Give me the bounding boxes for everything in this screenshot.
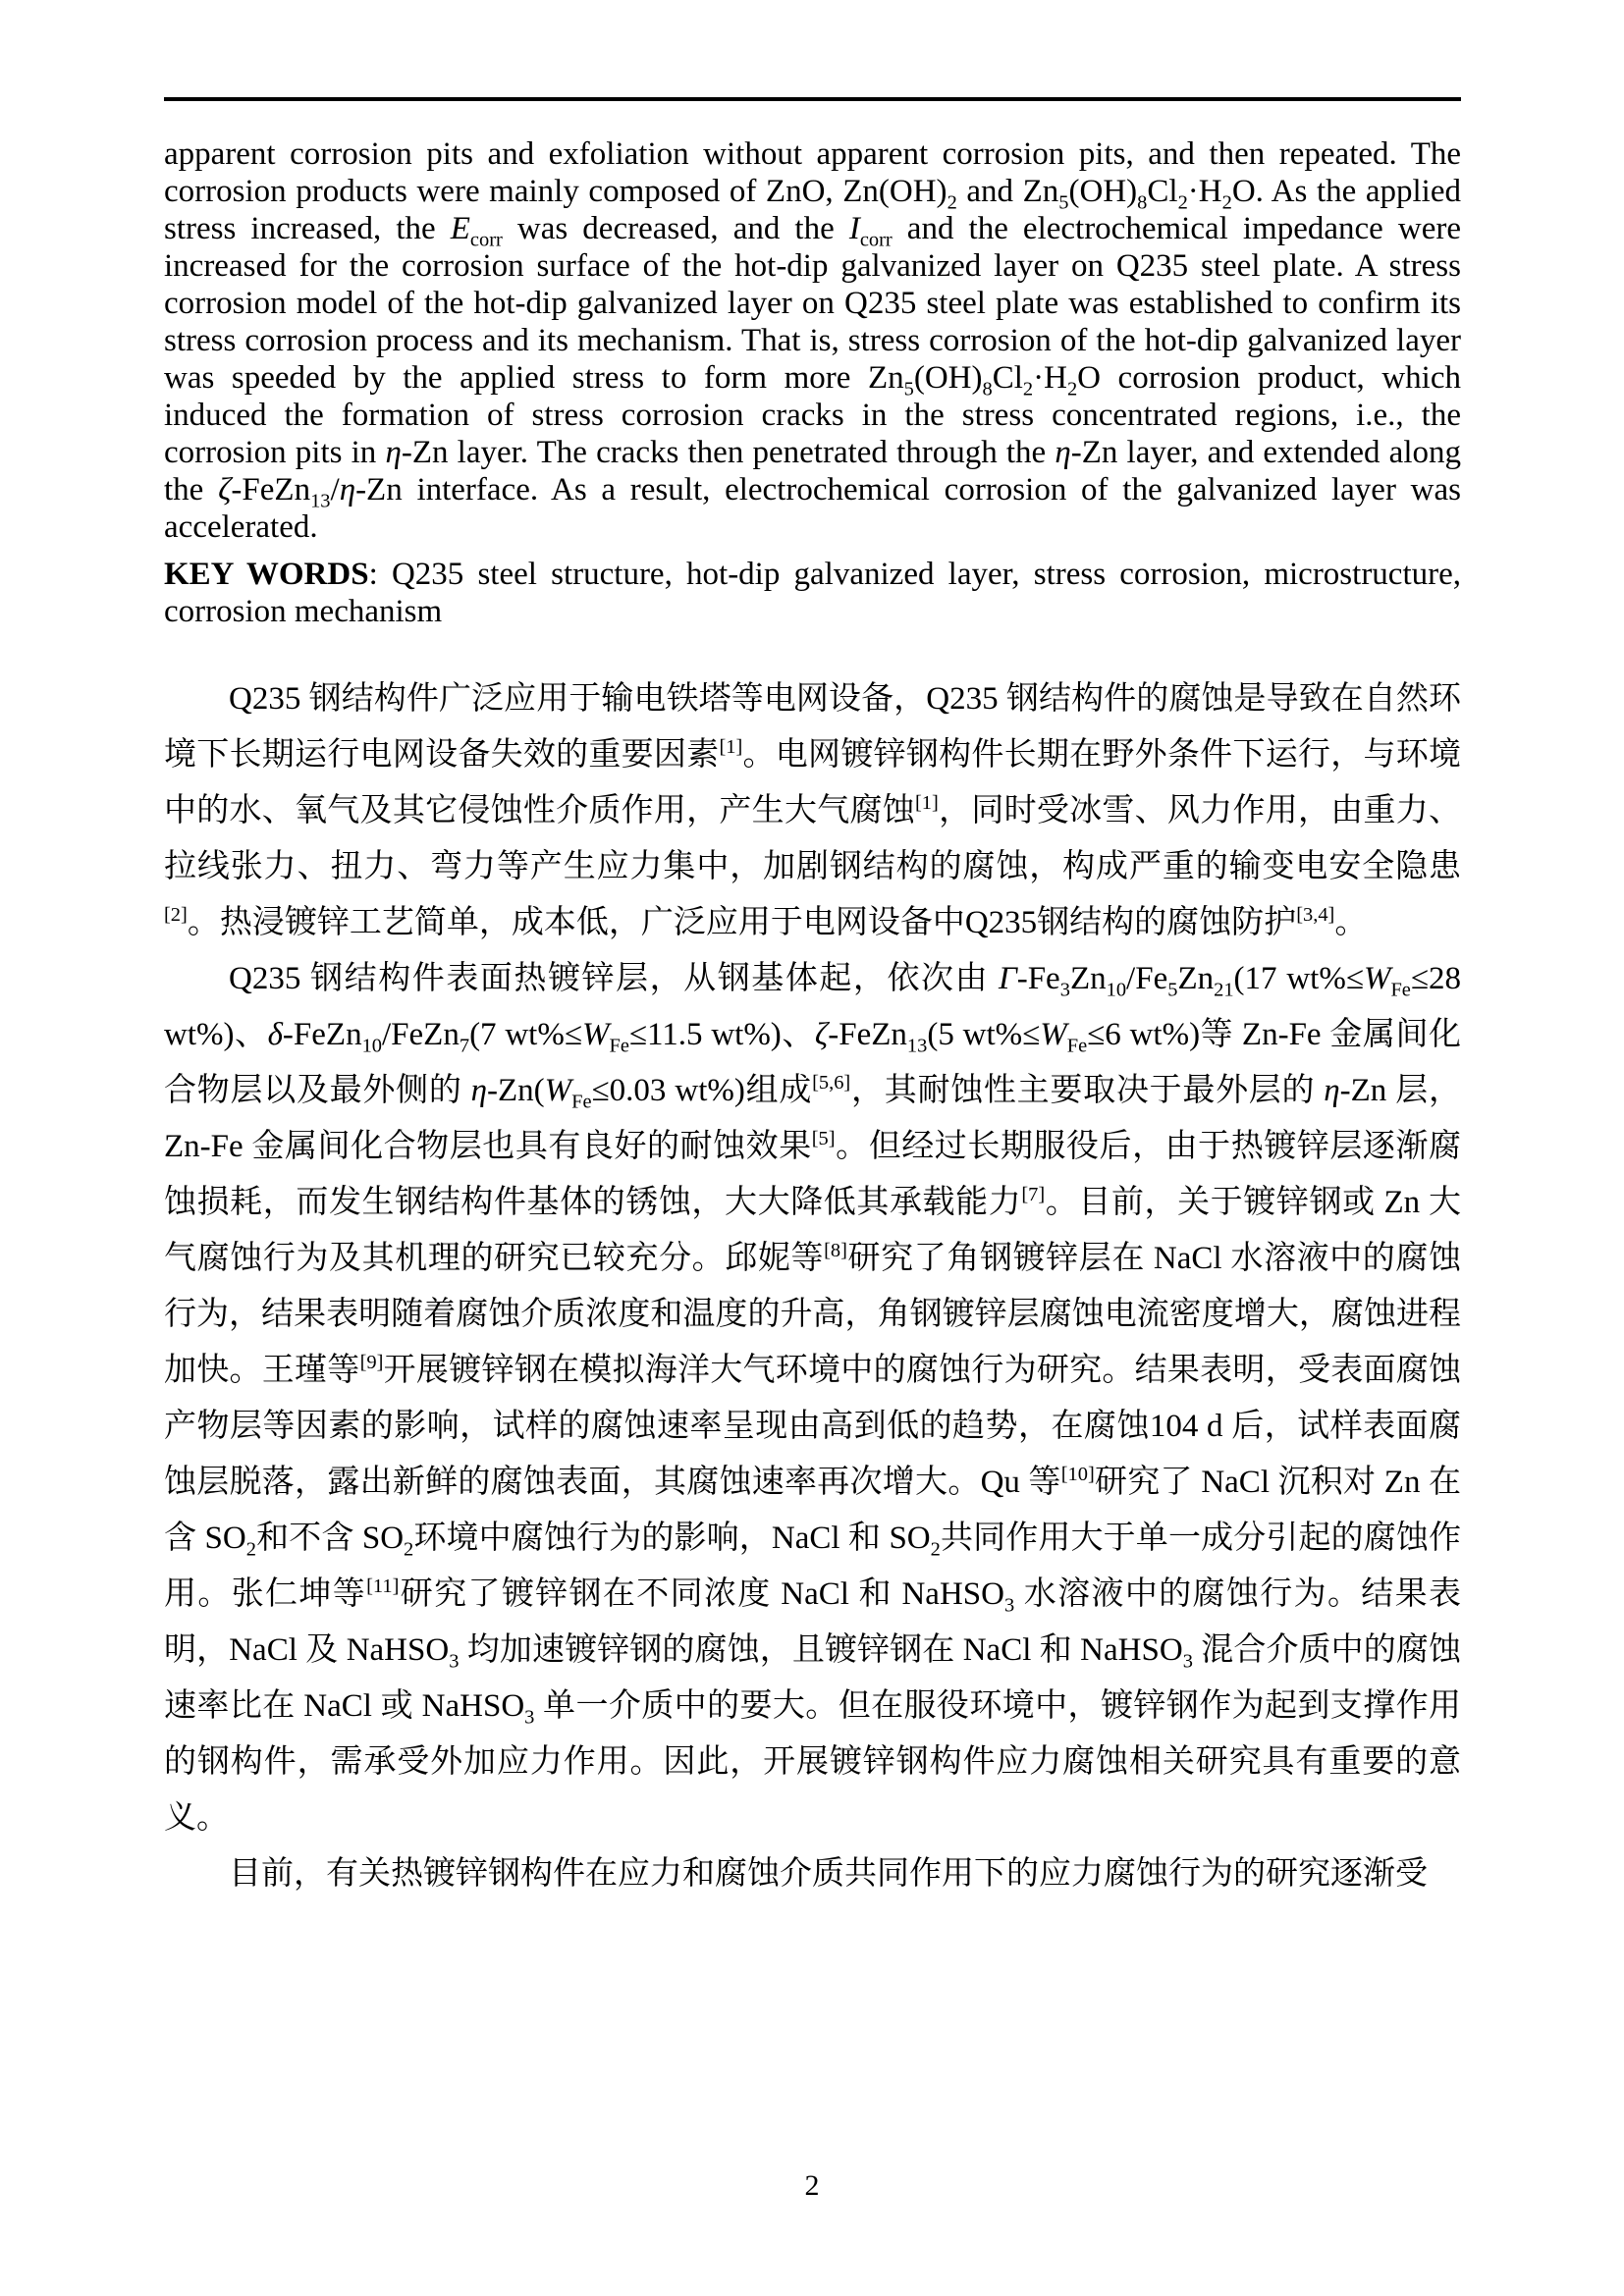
intro-paragraph-2: Q235 钢结构件表面热镀锌层，从钢基体起，依次由 $\Gamma-Fe_3Zn_{10}/Fe_5Zn_{21}(17$ $wt\%\le W_{Fe}\le 28$ wt%)、δ-FeZn$_{10}$/FeZn$_7$(7 $wt\%\le W_{Fe}\le 11.5$ wt%)、ζ-FeZn$_{13}$(5 $wt\%\le W_{Fe}\le 6$ wt%)等 Zn-Fe 金属间化合物层以及最外侧的 $\eta-Zn(W_{Fe}\le 0.03$ wt%)组成[5,6]，其耐蚀性主要取决于最外层的 η-Zn 层，Zn-Fe 金属间化合物层也具有良好的耐蚀效果[5]。但经过长期服役后，由于热镀锌层逐渐腐蚀损耗，而发生钢结构件基体的锈蚀，大大降低其承载能力[7]。目前，关于镀锌钢或 Zn 大气腐蚀行为及其机理的研究已较充分。邱妮等[8]研究了角钢镀锌层在 NaCl 水溶液中的腐蚀行为，结果表明随着腐蚀介质浓度和温度的升高，角钢镀锌层腐蚀电流密度增大，腐蚀进程加快。王瑾等[9]开展镀锌钢在模拟海洋大气环境中的腐蚀行为研究。结果表明，受表面腐蚀产物层等因素的影响，试样的腐蚀速率呈现由高到低的趋势，在腐蚀104 d 后，试样表面腐蚀层脱落，露出新鲜的腐蚀表面，其腐蚀速率再次增大。Qu 等[10]研究了 NaCl 沉积对 Zn 在含 $SO_2$和不含 $SO_2$环境中腐蚀行为的影响，NaCl 和 $SO_2$共同作用大于单一成分引起的腐蚀作用。张仁坤等[11]研究了镀锌钢在不同浓度 NaCl 和 NaHSO$_3$ 水溶液中的腐蚀行为。结果表明，NaCl 及 NaHSO$_3$ 均加速镀锌钢的腐蚀，且镀锌钢在 NaCl 和 NaHSO$_3$ 混合介质中的腐蚀速率比在 NaCl 或 NaHSO$_3$ 单一介质中的要大。但在服役环境中，镀锌钢作为起到支撑作用的钢构件，需承受外加应力作用。因此，开展镀锌钢构件应力腐蚀相关研究具有重要的意义。	[164, 961, 1462, 1836]
page-body	[164, 135, 1461, 1902]
keywords-paragraph	[164, 556, 1461, 630]
header-rule	[164, 97, 1461, 101]
abstract-continuation-paragraph: apparent corrosion pits and exfoliation without apparent corrosion pits, and then repeated. The corrosion products were mainly composed of ZnO, $Zn(OH)_2$ and $Zn_5(OH)_8Cl_2\cdot H_2O$. As the applied stress increased, the $E_{corr}$ was decreased, and the $I_{corr}$ and the electrochemical impedance were increased for the corrosion surface of the hot-dip galvanized layer on Q235 steel plate. A stress corrosion model of the hot-dip galvanized layer on Q235 steel plate was established to confirm its stress corrosion process and its mechanism. That is, stress corrosion of the hot-dip galvanized layer was speeded by the applied stress to form more $Zn_5(OH)_8Cl_2\cdot H_2O$ corrosion product, which induced the formation of stress corrosion cracks in the stress concentrated regions, i.e., the corrosion pits in η-Zn layer. The cracks then penetrated through the η-Zn layer, and extended along the ζ-FeZn$_{13}$/η-Zn interface. As a result, electrochemical corrosion of the galvanized layer was accelerated.	[164, 136, 1461, 545]
keywords-text: : Q235 steel structure, hot-dip galvanized layer, stress corrosion, microstructure, corrosion mechanism	[164, 557, 1462, 629]
intro-paragraph-3: 目前，有关热镀锌钢构件在应力和腐蚀介质共同作用下的应力腐蚀行为的研究逐渐受	[229, 1856, 1428, 1892]
keywords-label: KEY WORDS	[164, 557, 369, 592]
page-number: 2	[804, 2169, 820, 2202]
intro-paragraph-1: Q235 钢结构件广泛应用于输电铁塔等电网设备，Q235 钢结构件的腐蚀是导致在自然环境下长期运行电网设备失效的重要因素[1]。电网镀锌钢构件长期在野外条件下运行，与环境中的水、氧气及其它侵蚀性介质作用，产生大气腐蚀[1]，同时受冰雪、风力作用，由重力、拉线张力、扭力、弯力等产生应力集中，加剧钢结构的腐蚀，构成严重的输变电安全隐患[2]。热浸镀锌工艺简单，成本低，广泛应用于电网设备中Q235钢结构的腐蚀防护[3,4]。	[164, 681, 1462, 940]
